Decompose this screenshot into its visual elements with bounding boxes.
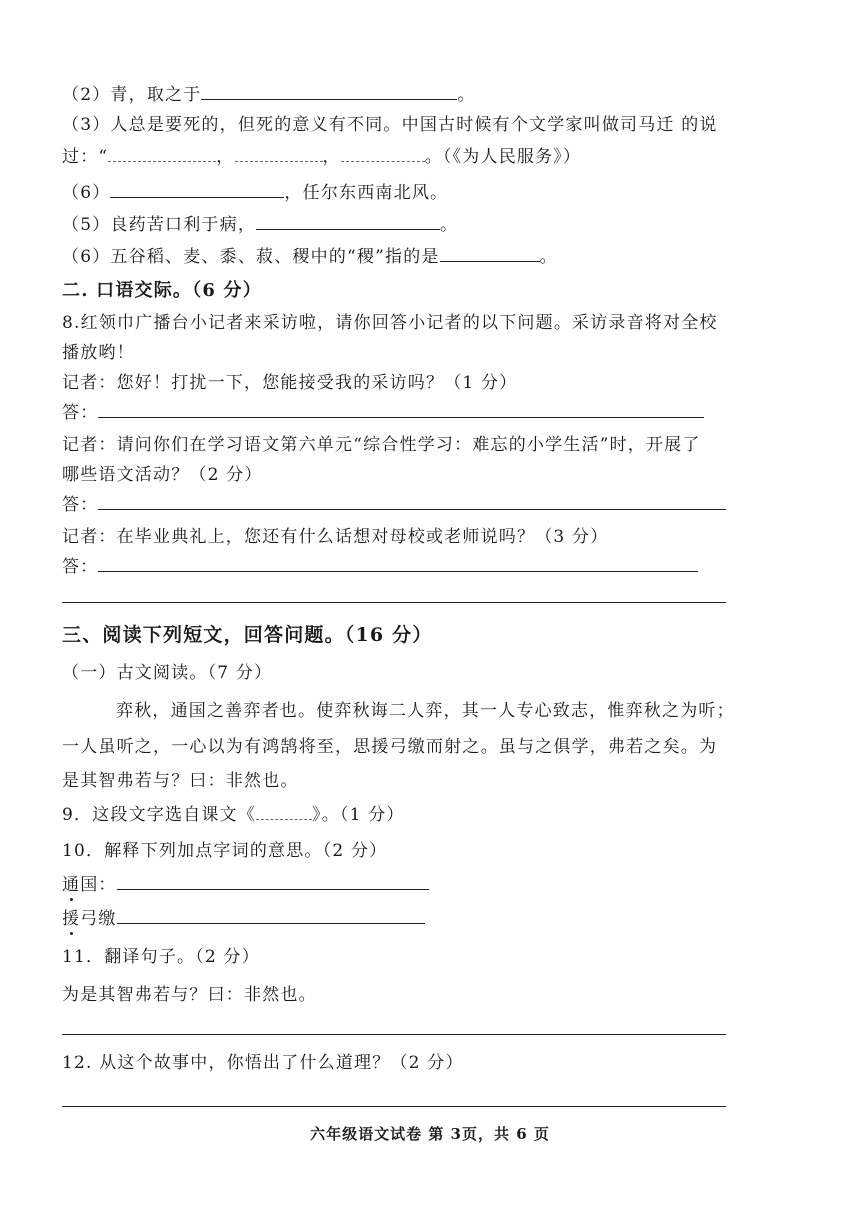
page-footer: 六年级语文试卷 第 3页，共 6 页 xyxy=(310,1125,550,1143)
reporter-question-2-line1: 记者：请问你们在学习语文第六单元“综合性学习：难忘的小学生活”时，开展了 xyxy=(62,435,701,455)
question-12: 12. 从这个故事中，你悟出了什么道理？（2 分） xyxy=(62,1053,464,1073)
passage-line-2: 一人虽听之，一心以为有鸿鹄将至，思援弓缴而射之。虽与之俱学，弗若之矣。为 xyxy=(62,737,718,757)
answer-3 xyxy=(62,556,698,578)
passage-line-3: 是其智弗若与？曰：非然也。 xyxy=(62,771,299,791)
q3-prompt: （3）人总是要死的，但死的意义有不同。中国古时候有个文学家叫做司马迁 的说 xyxy=(62,115,718,135)
q5-end: 。 xyxy=(440,215,459,235)
q6a-blank[interactable] xyxy=(110,183,284,198)
dotted-char: 援 xyxy=(62,909,81,929)
q3-sep-2: ， xyxy=(322,147,341,167)
answer-1-line[interactable] xyxy=(98,403,704,418)
q9-score: 》。（1 分） xyxy=(312,805,405,825)
question-11: 11．翻译句子。（2 分） xyxy=(62,947,260,967)
q8-line-2: 播放哟！ xyxy=(62,343,135,363)
term-rest: 国： xyxy=(80,875,117,895)
term-yuangongzhuo xyxy=(62,908,425,930)
reporter-question-3: 记者：在毕业典礼上，您还有什么话想对母校或老师说吗？（3 分） xyxy=(62,527,609,547)
term-rest: 弓缴 xyxy=(80,909,117,929)
answer-2-line[interactable] xyxy=(98,495,726,510)
q11-answer-line[interactable] xyxy=(62,1034,726,1035)
q3-blank-3[interactable] xyxy=(341,147,425,162)
q8-line-1: 8.红领巾广播台小记者来采访啦，请你回答小记者的以下问题。采访录音将对全校 xyxy=(62,313,718,333)
q3-blank-1[interactable] xyxy=(108,147,216,162)
answer-label: 答： xyxy=(62,495,99,515)
question-5 xyxy=(62,214,458,236)
classical-reading-title: （一）古文阅读。（7 分） xyxy=(62,663,273,683)
question-9 xyxy=(62,804,405,826)
q12-answer-line[interactable] xyxy=(62,1106,726,1107)
answer-2 xyxy=(62,494,726,516)
q3-source: 。（《为人民服务》） xyxy=(424,147,582,167)
q2-blank[interactable] xyxy=(201,85,457,100)
q2-prompt: （2）青，取之于 xyxy=(62,85,202,105)
q6b-end: 。 xyxy=(539,247,558,267)
answer-1 xyxy=(62,402,704,424)
q5-prompt: （5）良药苦口利于病， xyxy=(62,215,257,235)
q6b-blank[interactable] xyxy=(440,247,540,262)
question-3-line2 xyxy=(62,146,581,168)
section-2-heading: 二. 口语交际。（6 分） xyxy=(62,280,262,301)
q9-blank[interactable] xyxy=(256,805,312,820)
section-3-heading: 三、阅读下列短文，回答问题。（16 分） xyxy=(62,624,433,646)
question-2 xyxy=(62,84,476,106)
q5-blank[interactable] xyxy=(256,215,440,230)
answer-3-line-b[interactable] xyxy=(62,602,726,603)
passage-line-1: 弈秋，通国之善弈者也。使弈秋诲二人弈，其一人专心致志，惟弈秋之为听； xyxy=(116,701,735,721)
q11-sentence: 为是其智弗若与？曰：非然也。 xyxy=(62,985,317,1005)
q3-quote-open: 过：“ xyxy=(62,147,109,167)
q9-prompt: 9．这段文字选自课文《 xyxy=(62,805,257,825)
reporter-question-1: 记者：您好！打扰一下，您能接受我的采访吗？（1 分） xyxy=(62,373,518,393)
q3-blank-2[interactable] xyxy=(235,147,323,162)
answer-label: 答： xyxy=(62,403,99,423)
question-6a xyxy=(62,182,448,204)
question-3-line1 xyxy=(62,114,718,136)
dotted-char: 通 xyxy=(62,875,81,895)
term-tongguo-blank[interactable] xyxy=(117,875,429,890)
reporter-question-2-line2: 哪些语文活动？（2 分） xyxy=(62,465,263,485)
question-10: 10．解释下列加点字词的意思。（2 分） xyxy=(62,841,388,861)
q3-sep-1: ， xyxy=(216,147,235,167)
q6b-prompt: （6）五谷稻、麦、黍、菽、稷中的“稷”指的是 xyxy=(62,247,440,267)
q6a-prompt: ，任尔东西南北风。 xyxy=(284,183,449,203)
question-6b xyxy=(62,246,558,268)
answer-label: 答： xyxy=(62,557,99,577)
answer-3-line-a[interactable] xyxy=(98,557,698,572)
q2-end: 。 xyxy=(457,85,476,105)
term-tongguo xyxy=(62,874,429,896)
term-yuangongzhuo-blank[interactable] xyxy=(117,909,425,924)
q6a-number: （6） xyxy=(62,183,111,203)
